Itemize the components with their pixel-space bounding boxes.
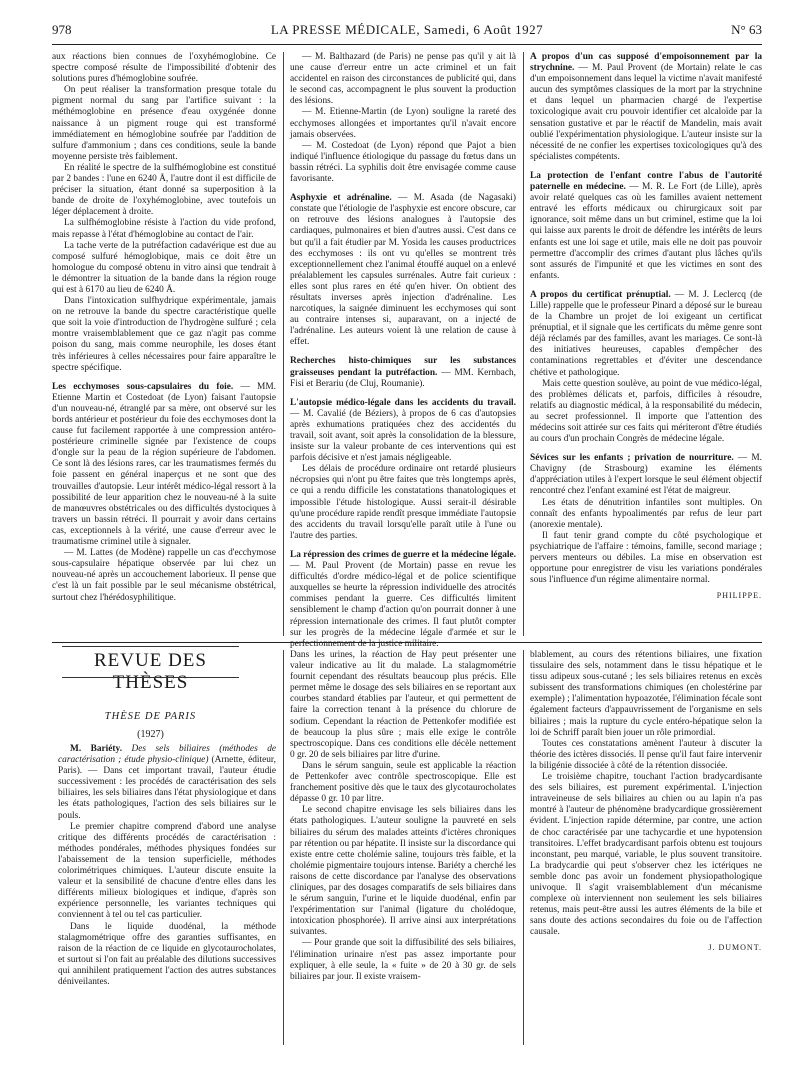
issue-number: N° 63 <box>731 22 762 37</box>
paragraph: Le second chapitre envisage les sels biliaires dans les états pathologiques. L'auteur souligne la pauvreté en sels biliaires du sérum des malades atteints d'ictères chroniques par rétention ou par hépatite. Il insiste sur la discordance qui existe entre cette cholémie saline, toujours très faible, et la cholémie pigmentaire toujours intense. Bariéty a cherché les raisons de cette discordance par l'analyse des observations cliniques, par des dosages comparatifs de sels biliaires dans le sérum sanguin, l'urine et le liquide duodénal, enfin par l'expérimentation sur l'animal (ligature du cholédoque, intoxication phosphorée). Il arrive ainsi aux interprétations suivantes. <box>290 805 516 938</box>
section-text: — M. R. Le Fort (de Lille), après avoir relaté quelques cas où les familles avaient nettement entravé les efforts médicaux ou chirurgicaux soit par ignorance, soit même dans un but criminel, estime que la loi qui laisse aux parents le droit de défendre les intérêts de leurs enfants est une loi sage et utile, mais elle ne doit pas pouvoir permettre d'accomplir des crimes d'autant plus lâches qu'ils sont assurés de l'impunité et que les victimes en sont des enfants. <box>530 182 762 281</box>
paragraph: Il faut tenir grand compte du côté psychologique et psychiatrique de l'affaire : témoins, famille, second mariage ; pervers menteurs ou débiles. La mise en observation est opportune pour enregistrer de visu les variations pondérales sous l'influence d'un régime alimentaire normal. <box>530 530 762 586</box>
lower-column-2 <box>290 650 516 1045</box>
title-rule-top <box>62 646 239 647</box>
section-heading: Asphyxie et adrénaline. <box>290 193 392 204</box>
paragraph: Les états de dénutrition infantiles sont multiples. On connaît des enfants hypoalimentés par refus de leur part (anorexie mentale). <box>530 497 762 530</box>
title-rule-bottom <box>62 677 239 678</box>
paragraph: aux réactions bien connues de l'oxyhémoglobine. Ce spectre composé résulte de l'impossibilité d'obtenir des solutions pures d'hémoglobine soufrée. <box>52 52 276 85</box>
section-text: — M. Cavalié (de Béziers), à propos de 6 cas d'autopsies après exhumations pratiquées chez des accidentés du travail, soit avant, soit après la consolidation de la blessure, insiste sur la valeur probante de ces interventions qui est parfois décisive et n'est jamais négligeable. <box>290 408 516 464</box>
section-text: — MM. Kernbach, Fisi et Berariu (de Cluj, Roumanie). <box>290 367 516 389</box>
section-heading: La protection de l'enfant contre l'abus de l'autorité paternelle en médecine. <box>530 170 762 193</box>
upper-column-2 <box>290 52 517 649</box>
lower-column-3 <box>530 650 762 1050</box>
thesis-lead <box>58 744 276 822</box>
paragraph: Les délais de procédure ordinaire ont retardé plusieurs nécropsies qui n'ont pu être faites que très longtemps après, ce qui a rendu difficile les constatations thanatologiques et impossible l'étude histologique. Aussi serait-il désirable qu'une procédure rapide rendît presque immédiate l'autopsie des accidents du travail lorsqu'elle paraît utile à l'une ou l'autre des parties. <box>290 464 516 541</box>
paragraph: Le troisième chapitre, touchant l'action bradycardisante des sels biliaires, est purement expérimental. L'injection intraveineuse de sels biliaires au chien ou au lapin n'a pas montré à l'auteur de phénomène bradycardique grossièrement évident. L'injection rapide détermine, par contre, une action de choc caractérisée par une tachycardie et une hypotension transitoires. L'effet bradycardisant parfois obtenu est toujours inconstant, peu marqué, variable, le plus souvent transitoire. La bradycardie qui peut s'observer chez les ictériques ne semble donc pas avoir un fondement physiopathologique univoque. Il s'agit vraisemblablement d'un mécanisme complexe où interviennent non seulement les sels biliaires retenus, mais peut-être aussi les autres éléments de la bile et sans doute des actions secondaires du foie ou de l'affection causale. <box>530 772 762 938</box>
section-heading: Les ecchymoses sous-capsulaires du foie. <box>52 381 234 392</box>
paragraph: La sulfhémoglobine résiste à l'action du vide profond, mais repasse à l'état d'hémoglobine au contact de l'air. <box>52 218 276 240</box>
author-signature: PHILIPPE. <box>716 591 762 601</box>
section-heading: La répression des crimes de guerre et la médecine légale. <box>290 549 516 560</box>
column-separator <box>283 650 284 1045</box>
section-paragraph <box>530 453 762 497</box>
thesis-title: Des sels biliaires (méthodes de caractérisation ; étude physio-clinique) <box>58 744 277 766</box>
section-heading: Recherches histo-chimiques sur les substances graisseuses pendant la putréfaction. <box>290 356 516 378</box>
lower-column-1 <box>58 744 276 1044</box>
column-separator <box>283 52 284 636</box>
section-heading: L'autopsie médico-légale dans les accidents du travail. <box>290 397 516 408</box>
section-text: — M. Paul Provent (de Mortain) relate le cas d'un empoisonnement dans lequel la victime n'avait manifesté aucun des symptômes classiques de la mort par la strychnine et dans lequel un pharmacien chargé de l'expertise toxicologique avait cru pouvoir identifier cet alcaloïde par la sensation gustative et par le réactif de Mandelin, mais avait oublié l'expérimentation physiologique. L'auteur insiste sur la nécessité de ne confier les expertises toxicologiques qu'à des spécialistes compétents. <box>530 63 762 162</box>
column-separator <box>523 52 524 636</box>
section-text: — M. Asada (de Nagasaki) constate que l'étiologie de l'asphyxie est encore obscure, car on retrouve des lésions analogues à l'autopsie des cardiaques, pulmonaires et bien d'autres aussi. C'est dans ce but qu'il a fait étudier par M. Yosida les causes productrices des ecchymoses : ils ont vu qu'elles se montrent très exceptionnellement chez l'animal étouffé auquel on a enlevé préalablement les capsules surrénales. Autre fait curieux : elles sont plus rares en été qu'en hiver. On obtient des résultats inverses après injection d'adrénaline. Les narcotiques, la saignée diminuent les ecchymoses qui sont au contraire intenses si, auparavant, on a injecté de l'adrénaline. Les auteurs voient là une relation de cause à effet. <box>290 193 517 348</box>
section-text: — M. J. Leclercq (de Lille) rappelle que le professeur Pinard a déposé sur le bureau de la Chambre un projet de loi exigeant un certificat prénuptial, et il signale que les certificats du même genre sont déjà réclamés par des familles, avant les mariages. Ce sont-là des initiatives heureuses, capables d'empêcher des contaminations regrettables et d'éviter une descendance chétive et pathologique. <box>530 289 763 378</box>
paragraph: En réalité le spectre de la sulfhémoglobine est constitué par 2 bandes : l'une en 6240 Å, l'autre dont il est difficile de préciser la situation, étant donné sa superposition à la bande de droite de l'oxyhémoglobine, avec toutefois un léger déplacement à droite. <box>52 162 276 218</box>
paragraph: — M. Lattes (de Modène) rappelle un cas d'ecchymose sous-capsulaire hépatique observée par lui chez un nouveau-né après un accouchement laborieux. Il pense que c'est là un fait possible par le seul mécanisme obstétrical, surtout chez l'hérédosyphilitique. <box>52 548 276 603</box>
section-paragraph <box>290 193 516 348</box>
section-text: — M. Paul Provent (de Mortain) passe en revue les difficultés d'ordre médico-légal et de police scientifique auxquelles se heurte la répression individuelle des atrocités commises pendant la guerre. Ces difficultés limitent sensiblement le champ d'action qu'on pourrait donner à une répression internationale des crimes. Il faut plutôt compter sur les progrès de la médecine légale d'armée et sur le perfectionnement de la justice militaire. <box>290 561 516 649</box>
paragraph: Toutes ces constatations amènent l'auteur à discuter la théorie des ictères dissociés. Il pense qu'il faut faire intervenir la biligénie dissociée à côté de la rétention dissociée. <box>530 738 762 771</box>
page-header <box>52 22 762 44</box>
paragraph: Mais cette question soulève, au point de vue médico-légal, des problèmes délicats et, parfois, difficiles à résoudre, relatifs au diagnostic médical, à la responsabilité du médecin, au secret professionnel. Il importe que l'attention des médecins soit attirée sur ces faits qui mériteront d'être étudiés au cours d'un prochain Congrès de médecine légale. <box>530 378 762 445</box>
section-paragraph <box>290 398 516 465</box>
section-heading: A propos du certificat prénuptial. <box>530 289 671 300</box>
revue-title: REVUE DES THÈSES <box>94 650 207 693</box>
upper-column-1 <box>52 52 276 638</box>
section-paragraph <box>530 290 762 379</box>
section-paragraph <box>530 171 762 282</box>
thesis-text: (Arnette, éditeur, Paris). — Dans cet important travail, l'auteur étudie successivement : les procédés de caractérisation des sels biliaires, les sels biliaires dans l'état physiologique et dans les états pathologiques, l'action des sels biliaires sur le pouls. <box>58 755 276 821</box>
header-rule <box>52 44 762 45</box>
paragraph: La tache verte de la putréfaction cadavérique est due au composé sulfuré hémoglobique, mais ce doit être un homologue du composé obtenu in vitro ainsi que tendrait à le démontrer la situation de la bande dans la région rouge qui est à 6170 au lieu de 6240 Å. <box>52 240 276 295</box>
paragraph: Dans l'intoxication sulfhydrique expérimentale, jamais on ne retrouve la bande du spectre caractéristique quelle que soit la voie d'introduction de l'hydrogène sulfuré ; cela montre vraisemblablement que ce gaz n'agit pas comme poison du sang, mais comme neurophile, les doses étant très inférieures à celles nécessaires pour faire apparaître le spectre spécifique. <box>52 296 276 373</box>
paragraph: Dans les urines, la réaction de Hay peut présenter une valeur indicative au lit du malade. La stalagmométrie fournit cependant des résultats beaucoup plus précis. Elle permet même le dosage des sels biliaires en se reportant aux courbes standard établies par l'auteur, et qui permettent de faire la correction tenant à la présence du chlorure de sodium. Cependant la réaction de Pettenkofer modifiée est de beaucoup la plus sûre ; mais elle exige le contrôle spectroscopique. Dans ces conditions elle décèle nettement 0 gr. 20 de sels biliaires par litre d'urine. <box>290 650 516 760</box>
upper-column-3 <box>530 52 762 638</box>
section-text: — MM. Etienne Martin et Costedoat (de Lyon) faisant l'autopsie d'un nouveau-né, étranglé par sa mère, ont observé sur les bords antérieur et postérieur du foie des ecchymoses dont la cause fut facilement rapportée à une compression antéro-postérieure criminelle signée par l'existence de coups d'ongle sur la peau de la région supérieure de l'abdomen. Ce sont là des lésions rares, car les traumatismes fermés du foie passent en général inaperçus et ne sont que des trouvailles d'autopsie. Leur intérêt médico-légal ressort à la possibilité de leur apparition chez le nouveau-né à la suite de manœuvres obstétricales ou des difficultés dystociques à travers un bassin rétréci. Il pourrait y avoir dans certains cas, exceptionnels à la vérité, une cause d'erreur avec le traumatisme criminel utile à signaler. <box>52 381 277 548</box>
section-paragraph <box>52 382 276 548</box>
thesis-subtitle: THÈSE DE PARIS <box>104 711 197 722</box>
column-separator <box>523 650 524 1045</box>
paragraph: — M. Costedoat (de Lyon) répond que Pajot a bien indiqué l'influence étiologique du passage du fœtus dans un bassin rétréci. La syphilis doit être envisagée comme cause favorisante. <box>290 140 516 185</box>
paragraph: On peut réaliser la transformation presque totale du pigment normal du sang par l'artifice suivant : la méthémoglobine en présence d'eau oxygénée donne naissance à un pigment rouge qui est transformé immédiatement en hémoglobine soufrée par l'addition de sulfure d'ammonium ; dans ces conditions, seule la bande moyenne persiste très faiblement. <box>52 85 276 162</box>
journal-title: LA PRESSE MÉDICALE, Samedi, 6 Août 1927 <box>270 22 544 37</box>
thesis-author: M. Bariéty. <box>70 744 123 754</box>
page-number: 978 <box>52 22 72 37</box>
section-text: — M. Chavigny (de Strasbourg) examine les éléments d'appréciation utiles à l'expert lorsque le seul élément objectif rencontré chez l'enfant examiné est l'état de maigreur. <box>530 453 762 497</box>
paragraph: — M. Balthazard (de Paris) ne pense pas qu'il y ait là une cause d'erreur entre un acte criminel et un fait accidentel en raison des circonstances de publicité qui, dans le second cas, accompagnent le plus souvent la production des lésions. <box>290 52 516 107</box>
author-signature: J. DUMONT. <box>708 943 762 953</box>
section-rule <box>52 642 762 643</box>
section-paragraph <box>290 550 516 650</box>
paragraph: Dans le liquide duodénal, la méthode stalagmométrique offre des garanties suffisantes, en raison de la réaction de ce liquide en glycotaurocholates, et surtout si l'on fait au préalable des dilutions successives qui annihilent pratiquement l'action des autres substances déniveilantes. <box>58 921 276 987</box>
thesis-year: (1927) <box>137 729 164 740</box>
section-heading: A propos d'un cas supposé d'empoisonnement par la strychnine. <box>530 52 762 74</box>
paragraph: Le premier chapitre comprend d'abord une analyse critique des différents procédés de caractérisation : méthodes pondérales, méthodes physiques fondées sur l'abaissement de la tension superficielle, méthodes colorimétriques chimiques. L'auteur discute ensuite la valeur et la sensibilité de chacune d'entre elles dans les différents milieux biologiques et indique, d'après son expérience personnelle, les variantes techniques qui conviennent à tel ou tel cas particulier. <box>58 821 276 921</box>
section-paragraph <box>290 356 516 389</box>
paragraph: — M. Etienne-Martin (de Lyon) souligne la rareté des ecchymoses allongées et importantes qu'il n'avait encore jamais observées. <box>290 107 516 140</box>
paragraph: Dans le sérum sanguin, seule est applicable la réaction de Pettenkofer avec contrôle spectroscopique. Elle est franchement positive dès que le taux des glycotaurocholates dépasse 0 gr. 10 par litre. <box>290 760 516 805</box>
section-heading: Sévices sur les enfants ; privation de nourriture. <box>530 453 734 464</box>
section-paragraph <box>530 52 762 163</box>
paragraph: blablement, au cours des rétentions biliaires, une fixation tissulaire des sels, notamment dans le tissu hépatique et le tissu adipeux sous-cutané ; les sels biliaires retenus en excès subissent des transformations chimiques (en cholestérine par exemple) ; l'alimentation hypoazotée, l'élimination fécale sont également facteurs d'appauvrissement de l'organisme en sels biliaires ; mais la rupture du cycle entéro-hépatique selon la loi de Schriff paraît bien jouer un rôle primordial. <box>530 650 762 738</box>
paragraph: — Pour grande que soit la diffusibilité des sels biliaires, l'élimination urinaire n'est pas assez importante pour expliquer, à elle seule, la « fuite » de 20 à 30 gr. de sels biliaires par jour. Il existe vraisem- <box>290 938 516 982</box>
